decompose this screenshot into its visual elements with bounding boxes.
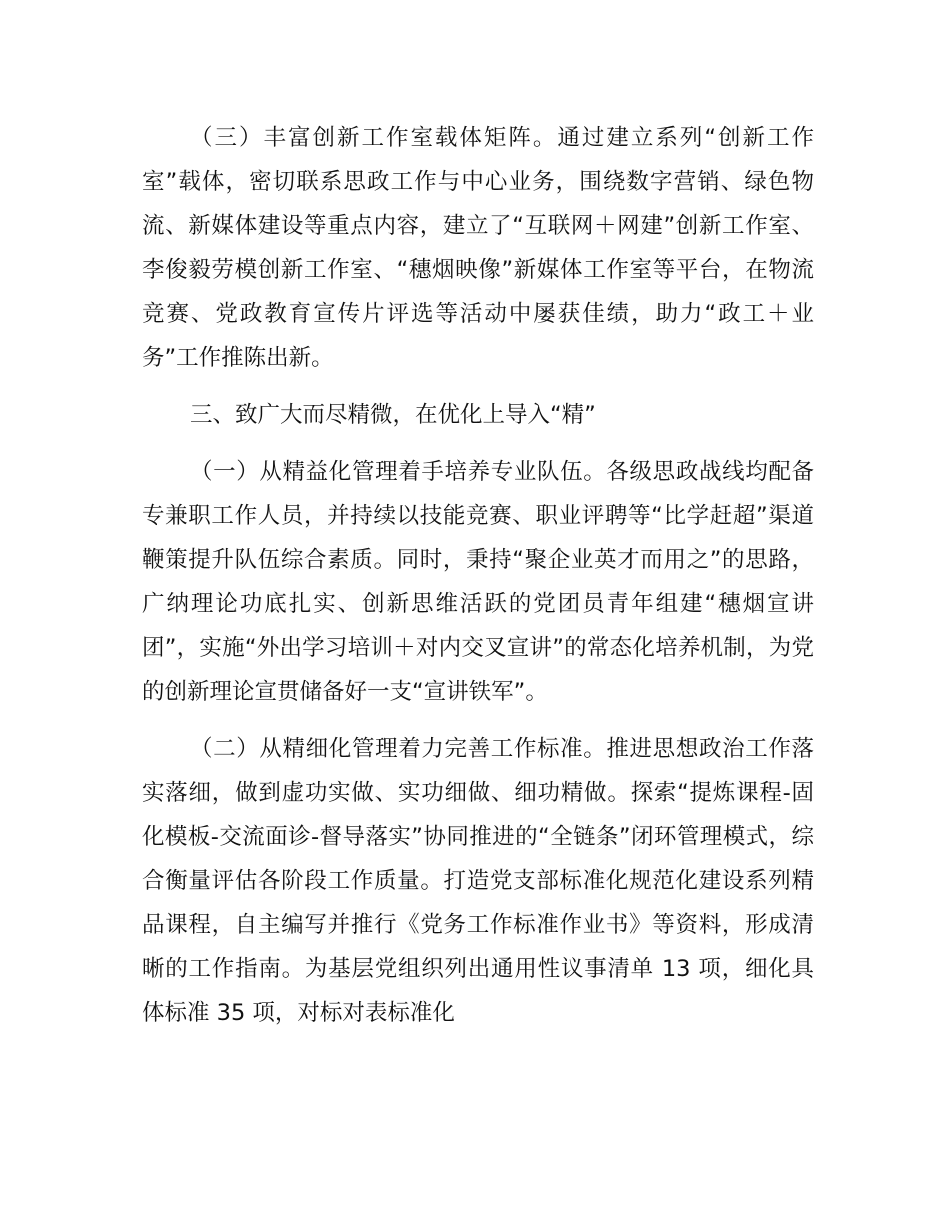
section-heading-three: 三、致广大而尽精微，在优化上导入“精” — [190, 402, 596, 428]
paragraph-innovation-studio: （三）丰富创新工作室载体矩阵。通过建立系列“创新工作室”载体，密切联系思政工作与中心业务，围绕数字营销、绿色物流、新媒体建设等重点内容，建立了“互联网＋网建”创新工作室、李俊毅劳模创新工作室、“穗烟映像”新媒体工作室等平台，在物流竞赛、党政教育宣传片评选等活动中屡获佳绩，助力“政工＋业务”工作推陈出新。 — [142, 125, 814, 371]
paragraph-work-standards: （二）从精细化管理着力完善工作标准。推进思想政治工作落实落细，做到虚功实做、实功细做、细功精做。探索“提炼课程-固化模板-交流面诊-督导落实”协同推进的“全链条”闭环管理模式，综合衡量评估各阶段工作质量。打造党支部标准化规范化建设系列精品课程，自主编写并推行《党务工作标准作业书》等资料，形成清晰的工作指南。为基层党组织列出通用性议事清单 13 项，细化具体标准 35 项，对标对表标准化 — [142, 736, 814, 1026]
document-body — [142, 116, 814, 1035]
paragraph-professional-team: （一）从精益化管理着手培养专业队伍。各级思政战线均配备专兼职工作人员，并持续以技能竞赛、职业评聘等“比学赶超”渠道鞭策提升队伍综合素质。同时，秉持“聚企业英才而用之”的思路，广纳理论功底扎实、创新思维活跃的党团员青年组建“穗烟宣讲团”，实施“外出学习培训＋对内交叉宣讲”的常态化培养机制，为党的创新理论宣贯储备好一支“宣讲铁军”。 — [142, 459, 814, 705]
